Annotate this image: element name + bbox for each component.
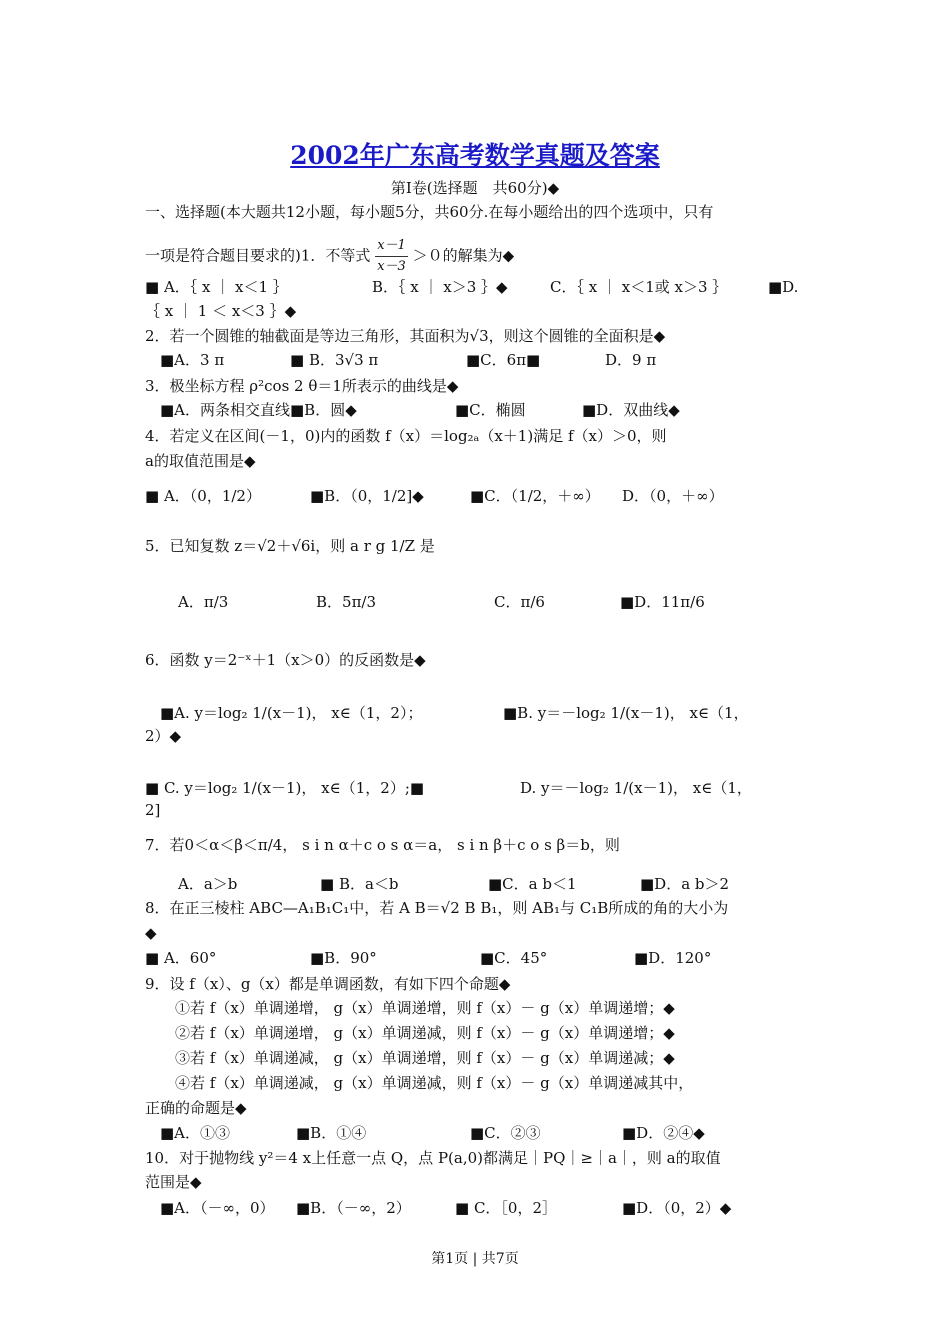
q6-option-b-cont: 2）◆ [145, 727, 182, 745]
part-heading: 第Ⅰ卷(选择题 共60分)◆ [390, 179, 560, 197]
q7-stem: 7．若0＜α＜β＜π/4， s i n α＋c o s α＝a， s i n β＋c o s β＝b，则 [145, 836, 620, 854]
q9-option-a: ■A．①③ [160, 1124, 231, 1142]
q3-option-d: ■D．双曲线◆ [582, 401, 680, 419]
q2-option-d: D．9 π [605, 351, 657, 369]
q3-option-a: ■A．两条相交直线■B．圆◆ [160, 401, 357, 419]
q6-stem: 6．函数 y＝2⁻ˣ＋1（x＞0）的反函数是◆ [145, 651, 426, 669]
intro-line-1: 一、选择题(本大题共12小题，每小题5分，共60分.在每小题给出的四个选项中，只有 [145, 203, 714, 221]
intro-text-b: ＞０的解集为◆ [412, 246, 515, 265]
page-title: 2002年广东高考数学真题及答案 [290, 141, 660, 170]
q8-option-a: ■ A．60° [145, 949, 217, 967]
q3-stem: 3．极坐标方程 ρ²cos 2 θ＝1所表示的曲线是◆ [145, 377, 459, 395]
q9-option-c: ■C．②③ [470, 1124, 541, 1142]
q2-option-a: ■A．3 π [160, 351, 225, 369]
q9-proposition-2: ②若 f（x）单调递增， g（x）单调递减，则 f（x）－ g（x）单调递增；◆ [175, 1024, 675, 1042]
intro-text: 一项是符合题目要求的)1．不等式 [145, 246, 371, 265]
q9-proposition-1: ①若 f（x）单调递增， g（x）单调递增，则 f（x）－ g（x）单调递增；◆ [175, 999, 675, 1017]
q2-option-b: ■ B．3√3 π [290, 351, 379, 369]
q7-option-b: ■ B．a＜b [320, 875, 399, 893]
q5-option-d: ■D．11π/6 [620, 593, 705, 611]
q10-stem-cont: 范围是◆ [145, 1173, 202, 1191]
q4-option-b: ■B．（0，1/2]◆ [310, 487, 424, 505]
q6-option-d: D. y＝－log₂ 1/(x－1)， x∈（1， [520, 779, 752, 797]
q10-option-c: ■ C．［0，2］ [455, 1199, 558, 1217]
q1-option-c: C．｛ x ｜ x＜1或 x＞3 ｝ [550, 278, 728, 296]
q5-stem: 5．已知复数 z＝√2＋√6i，则 a r g 1/Z 是 [145, 537, 435, 555]
q5-option-c: C．π/6 [494, 593, 545, 611]
q8-stem-cont: ◆ [145, 924, 157, 942]
q1-option-d: ■D. [768, 278, 799, 296]
q10-option-d: ■D．（0，2）◆ [622, 1199, 732, 1217]
q9-proposition-4: ④若 f（x）单调递减， g（x）单调递减，则 f（x）－ g（x）单调递减其中， [175, 1074, 694, 1092]
q9-stem-cont: 正确的命题是◆ [145, 1099, 247, 1117]
q8-option-c: ■C．45° [480, 949, 548, 967]
q1-option-b: B．｛ x ｜ x＞3 ｝◆ [372, 278, 508, 296]
q7-option-c: ■C．a b＜1 [488, 875, 577, 893]
q9-stem: 9．设 f（x）、g（x）都是单调函数，有如下四个命题◆ [145, 975, 511, 993]
q6-option-d-cont: 2] [145, 801, 161, 819]
q4-option-c: ■C．（1/2，＋∞） [470, 487, 600, 505]
q1-option-a: ■ A．｛ x ｜ x＜1 ｝ [145, 278, 288, 296]
q4-stem-cont: a的取值范围是◆ [145, 452, 256, 470]
intro-line-2 [145, 236, 514, 277]
q10-option-b: ■B．（－∞，2） [296, 1199, 411, 1217]
q10-option-a: ■A．（－∞，0） [160, 1199, 275, 1217]
q7-option-a: A．a＞b [178, 875, 238, 893]
q6-option-b: ■B. y＝－log₂ 1/(x－1)， x∈（1， [503, 704, 749, 722]
q9-option-d: ■D．②④◆ [622, 1124, 705, 1142]
q8-option-b: ■B．90° [310, 949, 377, 967]
q2-option-c: ■C．6π■ [466, 351, 541, 369]
page-footer: 第1页 | 共7页 [431, 1251, 519, 1267]
q4-option-a: ■ A．（0，1/2） [145, 487, 261, 505]
q3-option-c: ■C．椭圆 [455, 401, 526, 419]
q1-option-d-cont: ｛ x ｜ 1 ＜ x＜3 ｝◆ [145, 302, 297, 320]
q5-option-b: B．5π/3 [316, 593, 377, 611]
q6-option-c: ■ C. y＝log₂ 1/(x－1)， x∈（1，2）;■ [145, 779, 425, 797]
q2-stem: 2．若一个圆锥的轴截面是等边三角形，其面积为√3，则这个圆锥的全面积是◆ [145, 327, 666, 345]
q8-stem: 8．在正三棱柱 ABC—A₁B₁C₁中，若 A B＝√2 B B₁，则 AB₁与 C₁B所成的角的大小为 [145, 899, 729, 917]
q10-stem: 10．对于抛物线 y²＝4 x上任意一点 Q，点 P(a,0)都满足｜PQ｜≥｜a｜，则 a的取值 [145, 1149, 721, 1167]
q4-stem: 4．若定义在区间(－1，0)内的函数 f（x）＝log₂ₐ（x＋1)满足 f（x）＞0，则 [145, 427, 667, 445]
q6-option-a: ■A. y＝log₂ 1/(x－1)， x∈（1，2）； [160, 704, 423, 722]
q9-option-b: ■B．①④ [296, 1124, 367, 1142]
fraction: $\frac{x-1}{x-3}$ [377, 238, 406, 274]
q8-option-d: ■D．120° [634, 949, 712, 967]
q7-option-d: ■D．a b＞2 [640, 875, 730, 893]
q9-proposition-3: ③若 f（x）单调递减， g（x）单调递增，则 f（x）－ g（x）单调递减；◆ [175, 1049, 675, 1067]
q5-option-a: A．π/3 [178, 593, 229, 611]
q4-option-d: D．（0，＋∞） [622, 487, 724, 505]
